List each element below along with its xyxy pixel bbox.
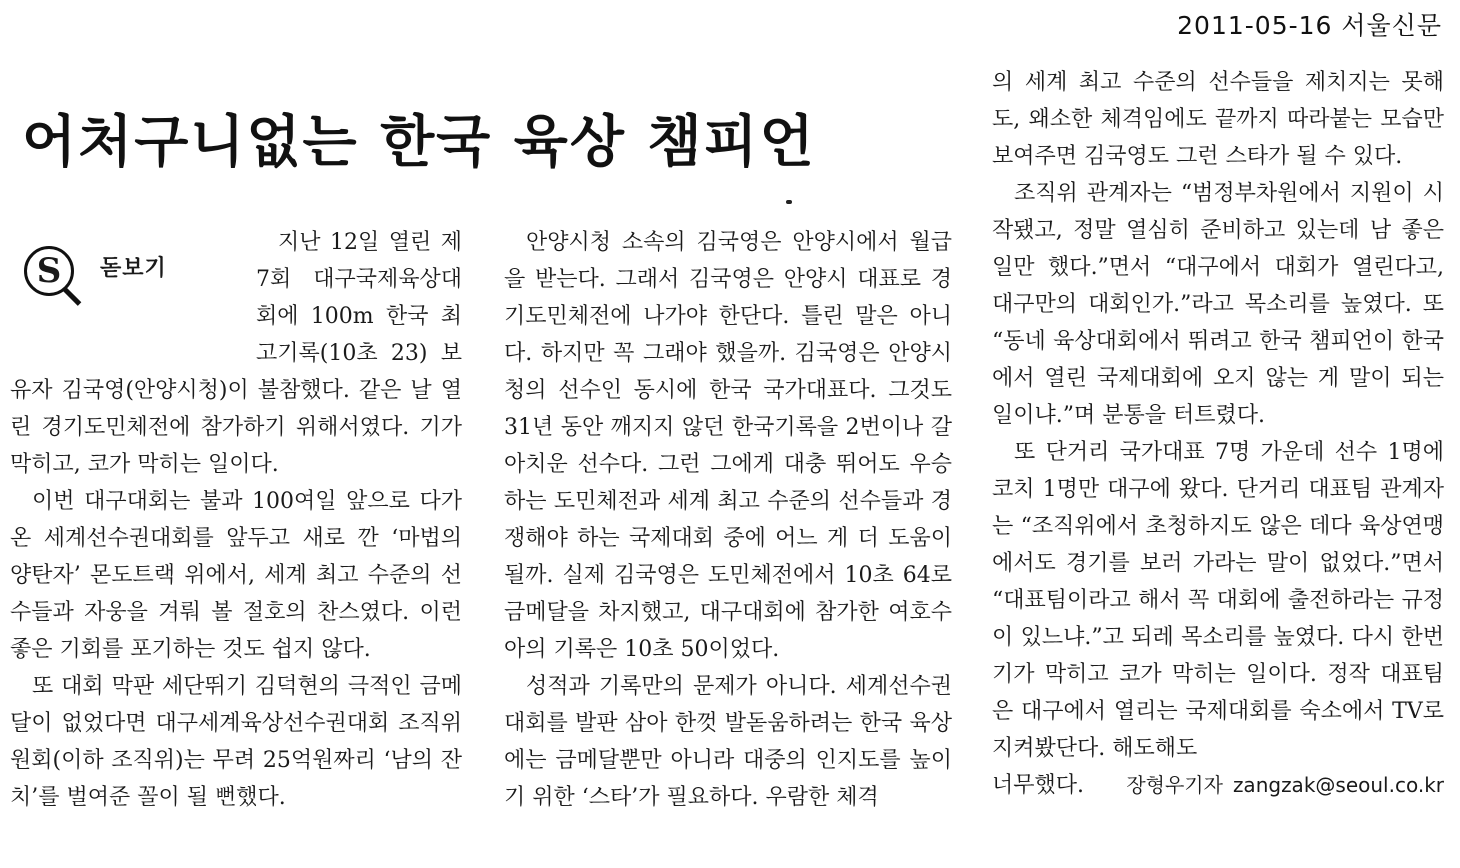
magnifier-handle [62, 287, 81, 306]
paragraph: 지난 12일 열린 제7회 대구국제육상대회에 100m 한국 최고기록(10초 23) 보유자 김국영(안양시청)이 불참했다. 같은 날 열린 경기도민체전에 참가하기 위해서였다. 기가 막히고, 코가 막히는 일이다. [10, 230, 462, 477]
reporter-email: zangzak@seoul.co.kr [1232, 773, 1444, 797]
paragraph: 성적과 기록만의 문제가 아니다. 세계선수권대회를 발판 삼아 한껏 발돋움하려는 한국 육상에는 금메달뿐만 아니라 대중의 인지도를 높이기 위한 ‘스타’가 필요하다. 우람한 체격 [504, 674, 952, 810]
article-column-1 [10, 224, 462, 816]
paragraph: 또 단거리 국가대표 7명 가운데 선수 1명에 코치 1명만 대구에 왔다. 단거리 대표팀 관계자는 “조직위에서 초청하지도 않은 데다 육상연맹에서도 경기를 보러 가라는 말이 없었다.”면서 “대표팀이라고 해서 꼭 대회에 출전하라는 규정이 있느냐.”고 되레 목소리를 높였다. 다시 한번 기가 막히고 코가 막히는 일이다. 정작 대표팀은 대구에서 열리는 국제대회를 숙소에서 TV로 지켜봤단다. 해도해도 [992, 440, 1444, 761]
headline: 어처구니없는 한국 육상 챔피언 [22, 110, 816, 175]
paragraph: 이번 대구대회는 불과 100여일 앞으로 다가온 세계선수권대회를 앞두고 새로 깐 ‘마법의 양탄자’ 몬도트랙 위에서, 세계 최고 수준의 선수들과 자웅을 겨뤄 볼 절호의 찬스였다. 이런 좋은 기회를 포기하는 것도 쉽지 않다. [10, 489, 462, 662]
article-column-3 [992, 64, 1444, 804]
dateline: 2011-05-16 서울신문 [1177, 11, 1442, 40]
print-speck [786, 200, 792, 204]
paragraph: 의 세계 최고 수준의 선수들을 제치지는 못해도, 왜소한 체격임에도 끝까지 따라붙는 모습만 보여주면 김국영도 그런 스타가 될 수 있다. [992, 70, 1444, 169]
reporter-name: 장형우기자 [1126, 773, 1223, 797]
badge-letter: S [36, 251, 62, 291]
paragraph: 안양시청 소속의 김국영은 안양시에서 월급을 받는다. 그래서 김국영은 안양시 대표로 경기도민체전에 나가야 한단다. 틀린 말은 아니다. 하지만 꼭 그래야 했을까. 김국영은 안양시청의 선수인 동시에 한국 국가대표다. 그것도 31년 동안 깨지지 않던 한국기록을 2번이나 갈아치운 선수다. 그런 그에게 대충 뛰어도 우승하는 도민체전과 세계 최고 수준의 선수들과 경쟁해야 하는 국제대회 중에 어느 게 더 도움이 될까. 실제 김국영은 도민체전에서 10초 64로 금메달을 차지했고, 대구대회에 참가한 여호수아의 기록은 10초 50이었다. [504, 230, 952, 662]
article-column-2 [504, 224, 952, 816]
badge-label: 돋보기 [100, 256, 167, 281]
paragraph: 조직위 관계자는 “범정부차원에서 지원이 시작됐고, 정말 열심히 준비하고 있는데 남 좋은 일만 했다.”면서 “대구에서 대회가 열린다고, 대구만의 대회인가.”라고 목소리를 높였다. 또 “동네 육상대회에서 뛰려고 한국 챔피언이 한국에서 열린 국제대회에 오지 않는 게 말이 되는 일이냐.”며 분통을 터트렸다. [992, 181, 1444, 428]
closing-line [992, 767, 1444, 804]
column-badge [10, 224, 256, 336]
paragraph: 또 대회 막판 세단뛰기 김덕현의 극적인 금메달이 없었다면 대구세계육상선수권대회 조직위원회(이하 조직위)는 무려 25억원짜리 ‘남의 잔치’를 벌여준 꼴이 될 뻔했다. [10, 674, 462, 810]
byline [1116, 767, 1444, 804]
last-line-text: 너무했다. [992, 773, 1085, 798]
